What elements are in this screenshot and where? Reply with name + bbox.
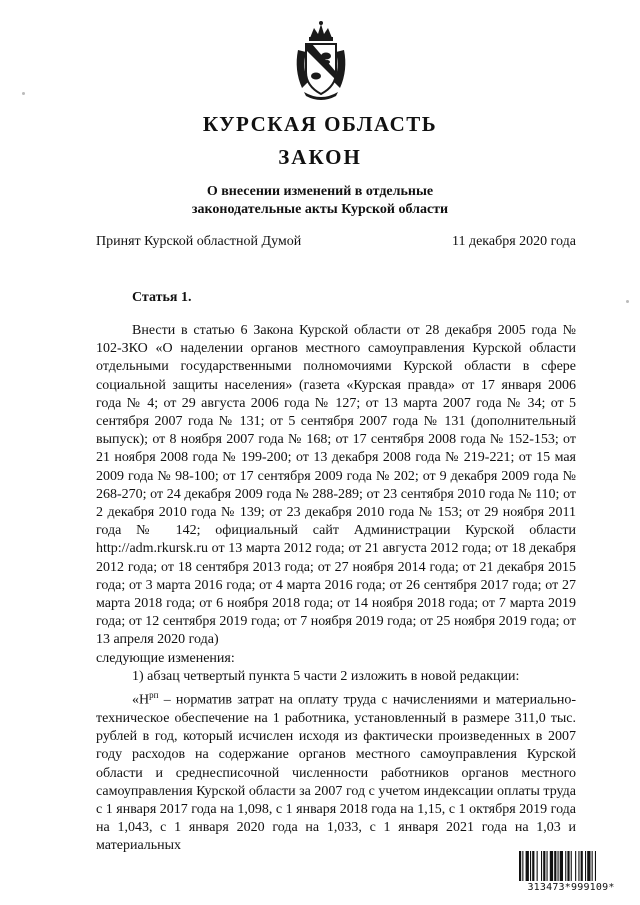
law-subject-line2: законодательные акты Курской области (191, 202, 449, 217)
law-subject-line1: О внесении изменений в отдельные (206, 184, 434, 199)
barcode-bar (530, 851, 531, 881)
barcode-bar (560, 851, 563, 881)
barcode-bar (578, 851, 579, 881)
barcode-bar (532, 851, 534, 881)
barcode-bar (519, 851, 521, 881)
barcode-bar (550, 851, 553, 881)
barcode-bar (565, 851, 566, 881)
kursk-coat-of-arms-icon (290, 20, 352, 100)
barcode (519, 851, 623, 895)
article-paragraph: Внести в статью 6 Закона Курской области от 28 декабря 2005 года № 102-ЗКО «О наделении органов местного самоуправления Курской области отдельными государственными полномочиями Курской области в сфере социальной защиты населения» (газета «Курская правда» от 17 января 2006 года № 4; от 29 августа 2006 года № 127; от 13 марта 2007 года № 34; от 5 сентября 2007 года № 131; от 5 сентября 2007 года № 131 (дополнительный выпуск); от 8 ноября 2007 года № 168; от 17 сентября 2008 года № 152-153; от 21 ноября 2008 года № 199-200; от 13 декабря 2008 года № 219-221; от 15 мая 2009 года № 98-100; от 17 сентября 2009 года № 202; от 9 декабря 2009 года № 268-270; от 24 декабря 2009 года № 288-289; от 23 сентября 2010 года № 110; от 2 декабря 2010 года № 139; от 23 декабря 2010 года № 153; от 29 ноября 2011 года № 142; официальный сайт Администрации Курской области http://adm.rkursk.ru от 13 марта 2012 года; от 21 августа 2012 года; от 18 декабря 2012 года; от 18 сентября 2013 года; от 27 ноября 2014 года; от 21 декабря 2015 года; от 3 марта 2016 года; от 4 марта 2016 года; от 26 сентября 2017 года; от 27 марта 2018 года; от 6 ноября 2018 года; от 14 ноября 2018 года; от 7 марта 2019 года; от 12 сентября 2019 года; от 7 ноября 2019 года; от 25 ноября 2019 года; от 13 апреля 2020 года) (96, 323, 576, 648)
barcode-bar (595, 851, 596, 881)
scan-mark (22, 92, 25, 95)
scan-mark (626, 300, 629, 303)
document-type-title: ЗАКОН (278, 145, 362, 169)
adoption-date: 11 декабря 2020 года (451, 234, 576, 249)
barcode-bar (541, 851, 542, 881)
barcode-bar (558, 851, 559, 881)
barcode-bar (575, 851, 576, 881)
barcode-bar (587, 851, 590, 881)
adoption-row (96, 234, 576, 250)
quoted-amendment (96, 686, 576, 855)
barcode-bar (522, 851, 523, 881)
barcode-bar (571, 851, 572, 881)
barcode-bar (543, 851, 545, 881)
quote-text: – норматив затрат на оплату труда с начислениями и материально-техническое обеспечение на 1 работника, установленный в размере 311,0 тыс. рублей в год, который исчислен исходя из фактически произведенных в 2007 году расходов на содержание органов местного самоуправления Курской области и среднесписочной численности работников органов местного самоуправления Курской области за 2007 год с учетом индексации оплаты труда с 1 января 2017 года на 1,098, с 1 января 2018 года на 1,15, с 1 октября 2019 года на 1,043, с 1 января 2020 года на 1,033, с 1 января 2021 года на 1,03 и материальных (96, 692, 576, 854)
barcode-bar (567, 851, 569, 881)
barcode-bar (554, 851, 556, 881)
region-title: КУРСКАЯ ОБЛАСТЬ (202, 112, 438, 136)
barcode-icon (519, 851, 623, 881)
barcode-number: 313473*999109* (527, 882, 615, 893)
quote-prefix: «Н (132, 692, 150, 708)
adopted-by: Принят Курской областной Думой (96, 234, 302, 249)
barcode-bar (547, 851, 548, 881)
barcode-bar (592, 851, 593, 881)
barcode-bar (581, 851, 583, 881)
article-title: Статья 1. (132, 290, 192, 305)
barcode-bar (526, 851, 529, 881)
article-paragraph: следующие изменения: (96, 650, 235, 666)
quote-superscript: рп (149, 690, 159, 701)
barcode-bar (537, 851, 538, 881)
law-subject (0, 183, 640, 219)
barcode-bar (585, 851, 586, 881)
article-body (96, 322, 576, 856)
article-paragraph: 1) абзац четвертый пункта 5 части 2 изложить в новой редакции: (132, 668, 520, 684)
